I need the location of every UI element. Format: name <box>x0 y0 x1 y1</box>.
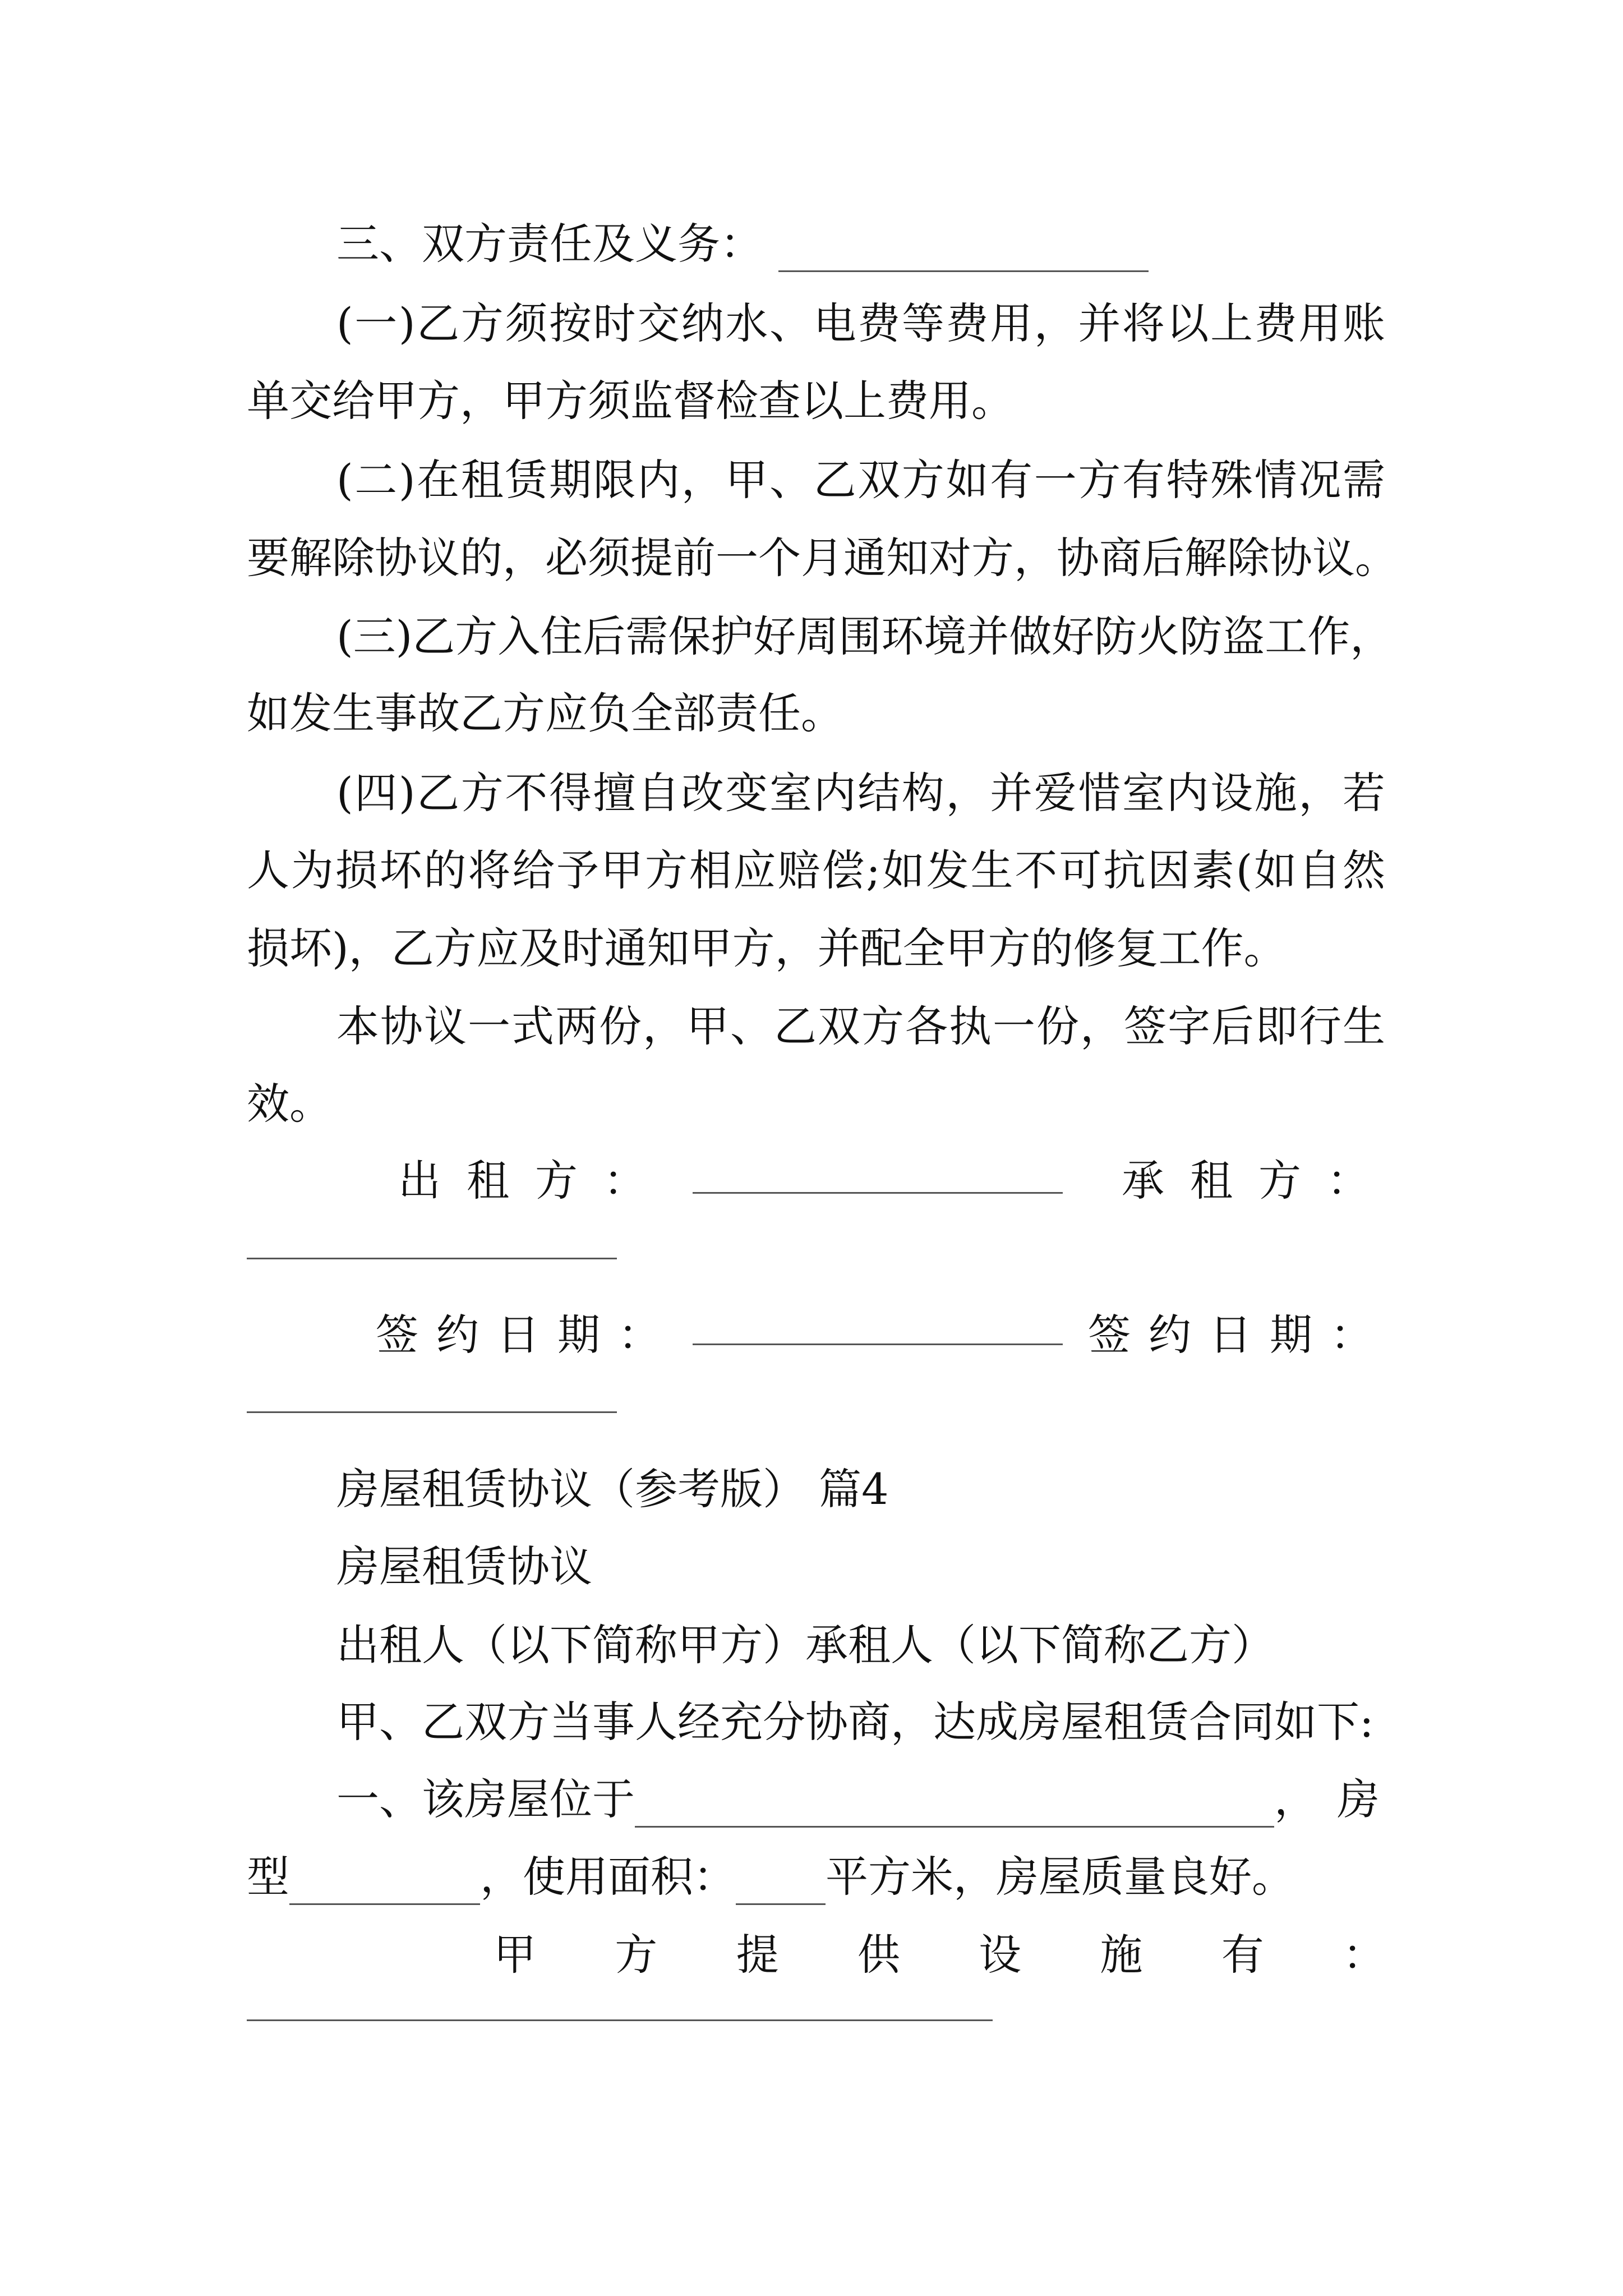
section-heading-text: 三、双方责任及义务： <box>336 219 763 269</box>
item-4-line-1: (四)乙方不得擅自改变室内结构，并爱惜室内设施，若 <box>336 768 1385 818</box>
lessee-label: 承租方： <box>1122 1156 1395 1205</box>
lessor-label: 出租方： <box>398 1156 672 1205</box>
lessee-signature-line <box>247 1258 617 1259</box>
sign-date-line-right <box>247 1411 617 1413</box>
item-4-line-3: 损坏)，乙方应及时通知甲方，并配全甲方的修复工作。 <box>247 923 1287 973</box>
house-type-blank <box>289 1863 480 1905</box>
item-2-line-2: 要解除协议的，必须提前一个月通知对方，协商后解除协议。 <box>247 533 1398 583</box>
clause-1-line-1 <box>336 1772 1400 1828</box>
agreement-subtitle: 房屋租赁协议 <box>336 1542 592 1591</box>
closing-line-1: 本协议一式两份，甲、乙双方各执一份，签字后即行生 <box>336 1001 1385 1051</box>
sign-date-label-left: 签约日期： <box>376 1310 679 1360</box>
facilities-blank-line <box>247 2019 993 2021</box>
lessor-signature-line <box>693 1192 1063 1194</box>
address-blank <box>635 1786 1274 1828</box>
item-1-line-1: (一)乙方须按时交纳水、电费等费用，并将以上费用账 <box>336 298 1385 348</box>
house-type-label: 型 <box>247 1852 289 1902</box>
parties-line: 出租人（以下简称甲方）承租人（以下简称乙方） <box>336 1620 1274 1670</box>
facilities-label: 甲方提供设施有： <box>494 1930 1385 1980</box>
blank-field <box>778 230 1149 272</box>
facilities-line <box>494 1927 1385 1983</box>
sign-date-label-right: 签约日期： <box>1088 1310 1391 1360</box>
area-unit: 平方米，房屋质量良好。 <box>826 1852 1294 1902</box>
closing-line-2: 效。 <box>247 1079 332 1129</box>
article-title: 房屋租赁协议（参考版） 篇4 <box>336 1464 889 1514</box>
item-1-line-2: 单交给甲方，甲方须监督检查以上费用。 <box>247 376 1014 426</box>
clause-1-line-2 <box>247 1849 1385 1905</box>
area-blank <box>736 1863 826 1905</box>
section-heading <box>336 216 1385 272</box>
item-4-line-2: 人为损坏的将给予甲方相应赔偿;如发生不可抗因素(如自然 <box>247 845 1385 895</box>
area-label: ，使用面积： <box>480 1852 736 1902</box>
intro-line: 甲、乙双方当事人经充分协商，达成房屋租赁合同如下: <box>336 1697 1374 1747</box>
clause-1-house: ，房 <box>1274 1774 1400 1824</box>
item-3-line-2: 如发生事故乙方应负全部责任。 <box>247 688 843 738</box>
sign-date-line-left <box>693 1343 1063 1345</box>
item-3-line-1: (三)乙方入住后需保护好周围环境并做好防火防盗工作， <box>336 611 1393 661</box>
item-2-line-1: (二)在租赁期限内，甲、乙双方如有一方有特殊情况需 <box>336 455 1385 505</box>
clause-1-start: 一、该房屋位于 <box>336 1774 635 1824</box>
